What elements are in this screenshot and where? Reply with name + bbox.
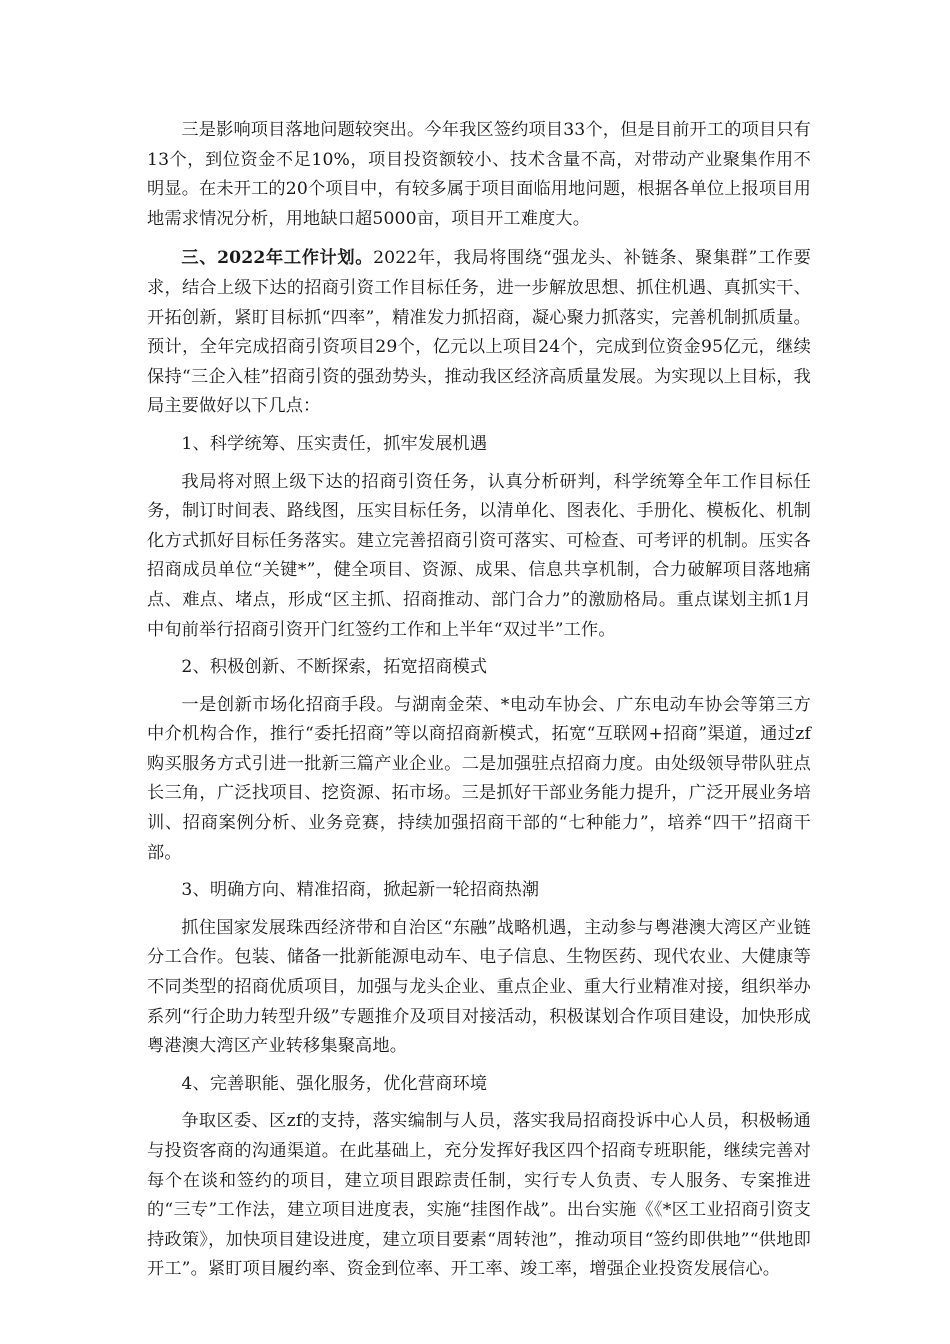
paragraph-subsection-4: 争取区委、区zf的支持，落实编制与人员，落实我局招商投诉中心人员，积极畅通与投资客商的沟通渠道。在此基础上，充分发挥好我区四个招商专班职能，继续完善对每个在谈和签约的项目，建立项目跟踪责任制，实行专人负责、专人服务、专案推进的“三专”工作法，建立项目进度表，实施“挂图作战”。出台实施《《*区工业招商引资支持政策》，加快项目建设进度，建立项目要素“周转池”，推动项目“签约即供地”“供地即开工”。紧盯项目履约率、资金到位率、开工率、竣工率，增强企业投资发展信心。	[147, 1111, 811, 1280]
subheading-1: 1、科学统筹、压实责任，抓牢发展机遇	[181, 433, 488, 454]
paragraph-project-issues: 三是影响项目落地问题较突出。今年我区签约项目33个，但是目前开工的项目只有13个，到位资金不足10%，项目投资额较小、技术含量不高，对带动产业聚集作用不明显。在未开工的20个项目中，有较多属于项目面临用地问题，根据各单位上报项目用地需求情况分析，用地缺口超5000亩，项目开工难度大。	[147, 120, 811, 229]
paragraph-subsection-3: 抓住国家发展珠西经济带和自治区“东融”战略机遇，主动参与粤港澳大湾区产业链分工合作。包装、储备一批新能源电动车、电子信息、生物医药、现代农业、大健康等不同类型的招商优质项目，加强与龙头企业、重点企业、重大行业精准对接，组织举办系列“行企助力转型升级”专题推介及项目对接活动，积极谋划合作项目建设，加快形成粤港澳大湾区产业转移集聚高地。	[147, 917, 811, 1057]
subheading-2: 2、积极创新、不断探索，拓宽招商模式	[181, 657, 488, 678]
subheading-3: 3、明确方向、精准招商，掀起新一轮招商热潮	[181, 880, 540, 901]
subheading-4: 4、完善职能、强化服务，优化营商环境	[181, 1073, 488, 1094]
section-heading-work-plan: 三、2022年工作计划。	[181, 248, 374, 269]
paragraph-subsection-2: 一是创新市场化招商手段。与湖南金荣、*电动车协会、广东电动车协会等第三方中介机构合作，推行“委托招商”等以商招商新模式，拓宽“互联网+招商”渠道，通过zf购买服务方式引进一批新三篇产业企业。二是加强驻点招商力度。由处级领导带队驻点长三角，广泛找项目、挖资源、拓市场。三是抓好干部业务能力提升，广泛开展业务培训、招商案例分析、业务竞赛，持续加强招商干部的“七种能力”，培养“四干”招商干部。	[147, 694, 811, 863]
paragraph-work-plan-2022	[147, 244, 811, 422]
document-page	[147, 116, 811, 1285]
paragraph-work-plan-body: 2022年，我局将围绕“强龙头、补链条、聚集群”工作要求，结合上级下达的招商引资工作目标任务，进一步解放思想、抓住机遇、真抓实干、开拓创新，紧盯目标抓“四率”，精准发力抓招商，凝心聚力抓落实，完善机制抓质量。预计，全年完成招商引资项目29个，亿元以上项目24个，完成到位资金95亿元，继续保持“三企入桂”招商引资的强劲势头，推动我区经济高质量发展。为实现以上目标，我局主要做好以下几点：	[147, 248, 811, 417]
paragraph-subsection-1: 我局将对照上级下达的招商引资任务，认真分析研判，科学统筹全年工作目标任务，制订时间表、路线图，压实目标任务，以清单化、图表化、手册化、模板化、机制化方式抓好目标任务落实。建立完善招商引资可落实、可检查、可考评的机制。压实各招商成员单位“关键*”，健全项目、资源、成果、信息共享机制，合力破解项目落地痛点、难点、堵点，形成“区主抓、招商推动、部门合力”的激励格局。重点谋划主抓1月中旬前举行招商引资开门红签约工作和上半年“双过半”工作。	[147, 471, 811, 640]
